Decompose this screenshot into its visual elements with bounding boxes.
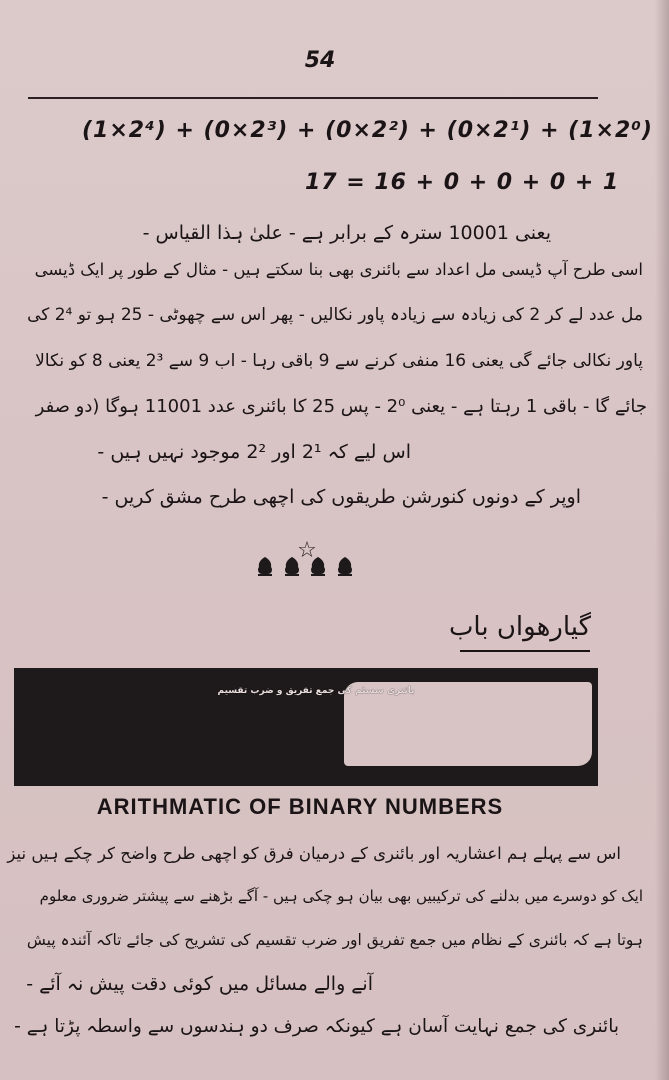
- page-number: 54: [304, 48, 336, 73]
- paragraph-line: اوپر کے دونوں کنورشن طریقوں کی اچھی طرح مشق کریں -: [101, 486, 581, 508]
- paragraph-line: بائنری کی جمع نہایت آسان ہے کیونکہ صرف دو ہندسوں سے واسطہ پڑتا ہے -: [14, 1016, 619, 1037]
- paragraph-line: پاور نکالی جائے گی یعنی 16 منفی کرنے سے 9 باقی رہا - اب 9 سے 2³ یعنی 8 کو نکالا: [35, 351, 643, 371]
- flower-ornament-icon: [255, 555, 275, 577]
- english-heading: ARITHMATIC OF BINARY NUMBERS: [96, 794, 504, 819]
- paragraph-line: اسی طرح آپ ڈیسی مل اعداد سے بائنری بھی بنا سکتے ہیں - مثال کے طور پر ایک ڈیسی: [34, 260, 643, 279]
- paragraph-line: اس سے پہلے ہم اعشاریہ اور بائنری کے درمیان فرق کو اچھی طرح واضح کر چکے ہیں نیز: [7, 844, 621, 863]
- paragraph-line: ہوتا ہے کہ بائنری کے نظام میں جمع تفریق اور ضرب تقسیم کی تشریح کی جائے تاکہ آئندہ پیش: [26, 931, 643, 949]
- flower-ornament-icon: [308, 555, 328, 577]
- header-rule: [28, 97, 598, 99]
- paragraph-line: اس لیے کہ 2¹ اور 2² موجود نہیں ہیں -: [97, 441, 411, 463]
- chapter-underline: [460, 650, 590, 652]
- flower-ornament-icon: [335, 555, 355, 577]
- chapter-title-banner: [14, 668, 598, 786]
- chapter-label: گیارھواں باب: [448, 612, 591, 642]
- paragraph-line: مل عدد لے کر 2 کی زیادہ سے زیادہ پاور نکالیں - پھر اس سے چھوٹی - 25 ہو تو 2⁴ کی: [27, 305, 643, 325]
- math-expansion-line: (1×2⁴) + (0×2³) + (0×2²) + (0×2¹) + (1×2⁰): [82, 118, 653, 143]
- star-ornament-icon: ☆: [297, 538, 317, 563]
- flower-ornament-row: [255, 555, 355, 577]
- paragraph-line: آنے والے مسائل میں کوئی دقت پیش نہ آئے -: [26, 973, 373, 995]
- math-sum-line: 17 = 16 + 0 + 0 + 0 + 1: [305, 170, 620, 195]
- paragraph-line: جائے گا - باقی 1 رہتا ہے - یعنی 2⁰ - پس 25 کا بائنری عدد 11001 ہوگا (دو صفر: [35, 396, 647, 417]
- page-edge-shadow: [655, 0, 669, 1080]
- flower-ornament-icon: [282, 555, 302, 577]
- paragraph-line: یعنی 10001 سترہ کے برابر ہے - علیٰ ہذا القیاس -: [142, 222, 551, 244]
- paragraph-line: ایک کو دوسرے میں بدلنے کی ترکیبیں بھی بیان ہو چکی ہیں - آگے بڑھنے سے پیشتر ضروری معلوم: [39, 887, 643, 905]
- chapter-title: بائنری سسٹم کی جمع تفریق و ضرب تقسیم: [217, 686, 415, 696]
